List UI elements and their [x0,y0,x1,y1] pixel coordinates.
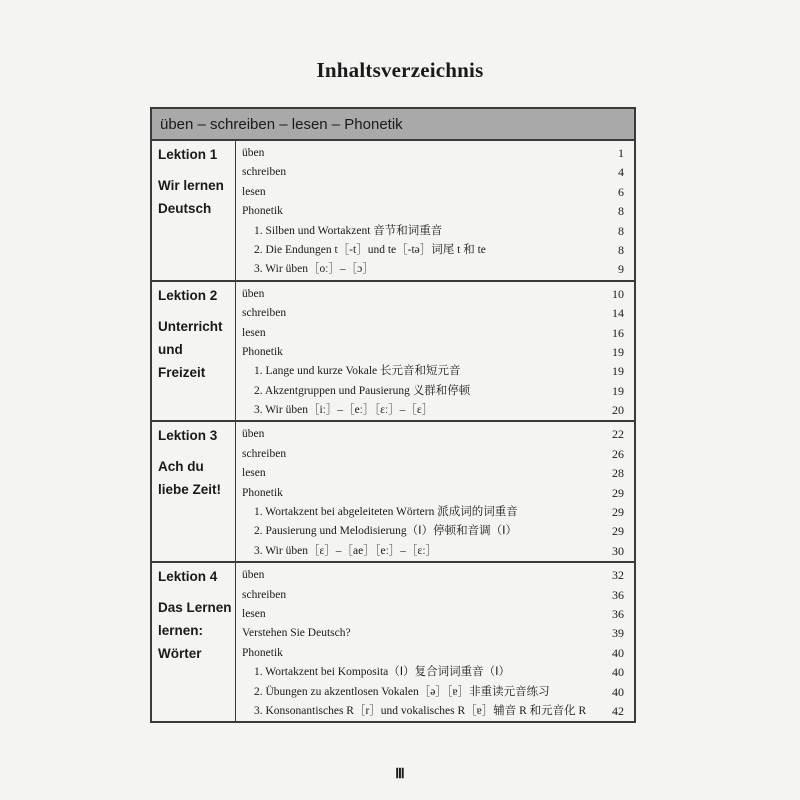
entry-page-number: 19 [612,364,624,379]
lesson-row [152,282,634,423]
lesson-title-line: Deutsch [158,201,212,216]
entry-text: Verstehen Sie Deutsch? [242,627,351,640]
entry-page-number: 1 [618,146,624,160]
entry-page-number: 8 [618,223,624,238]
entry-page-number: 22 [612,427,624,442]
entry-text: 3. Konsonantisches R［r］und vokalisches R［ɐ］辅音 R 和元音化 R [254,704,587,717]
entry-page-number: 19 [612,383,624,398]
entry-text: lesen [242,326,266,339]
lesson-title-line: lernen: [158,623,204,639]
lesson-number: Lektion 1 [158,147,218,162]
lesson-row [152,141,634,282]
lesson-list [152,141,634,721]
toc-entry[interactable] [236,702,634,721]
entry-text: lesen [242,607,266,620]
toc-entry[interactable] [236,663,634,682]
entry-text: 2. Pausierung und Melodisierung（Ⅰ）停顿和音调（Ⅰ） [254,525,517,538]
entry-text: 1. Wortakzent bei abgeleiteten Wörtern 派成词的词重音 [254,506,518,519]
entry-text: Phonetik [242,486,283,499]
entry-text: Phonetik [242,345,283,358]
entry-text: üben [242,428,265,441]
lesson-title-line: Wir lernen [158,178,224,193]
toc-entry[interactable] [236,503,634,522]
section-header: üben – schreiben – lesen – Phonetik [152,109,634,141]
toc-entry[interactable] [236,522,634,541]
toc-entry[interactable] [236,362,634,381]
entry-page-number: 29 [612,524,624,539]
entry-text: 2. Akzentgruppen und Pausierung 义群和停顿 [254,384,471,397]
lesson-title-line: Ach du [158,459,204,475]
toc-entry[interactable] [236,624,634,643]
toc-entry[interactable] [236,683,634,702]
entry-page-number: 42 [612,703,624,718]
lesson-label [152,563,236,721]
entry-text: 3. Wir üben［ɛ］–［ae］［eː］–［ɛː］ [254,544,438,557]
toc-entry[interactable] [236,464,634,483]
entry-text: Phonetik [242,646,283,659]
entry-page-number: 10 [612,286,624,301]
entry-text: schreiben [242,447,287,460]
toc-entry[interactable] [236,401,634,420]
lesson-entries [236,422,634,561]
entry-page-number: 8 [618,242,624,257]
entry-text: schreiben [242,307,287,320]
lesson-entries [236,141,634,280]
toc-entry[interactable] [236,445,634,464]
entry-page-number: 8 [618,204,624,219]
toc-entry[interactable] [236,605,634,624]
entry-text: 2. Übungen zu akzentlosen Vokalen［ə］［ɐ］非重读元音练习 [254,685,550,698]
lesson-title-line: und [158,341,183,357]
lesson-label [152,282,236,421]
toc-entry[interactable] [236,324,634,343]
entry-text: üben [242,287,265,300]
entry-page-number: 40 [612,665,624,680]
lesson-row [152,422,634,563]
lesson-entries [236,563,634,721]
toc-entry[interactable] [236,202,634,221]
entry-page-number: 6 [618,184,624,199]
entry-page-number: 32 [612,568,624,583]
toc-entry[interactable] [236,304,634,323]
lesson-entries [236,282,634,421]
toc-entry[interactable] [236,644,634,663]
entry-text: 1. Silben und Wortakzent 音节和词重音 [254,224,443,237]
entry-text: 1. Wortakzent bei Komposita（Ⅰ）复合词词重音（Ⅰ） [254,666,511,679]
lesson-label [152,422,236,561]
toc-entry[interactable] [236,241,634,260]
lesson-title [158,174,235,220]
entry-page-number: 40 [612,684,624,699]
lesson-number: Lektion 3 [158,428,218,444]
lesson-number: Lektion 2 [158,287,218,303]
entry-text: schreiben [242,166,287,179]
entry-text: schreiben [242,588,287,601]
toc-entry[interactable] [236,285,634,304]
entry-text: lesen [242,185,266,198]
entry-page-number: 19 [612,344,624,359]
entry-page-number: 14 [612,306,624,321]
entry-text: 3. Wir üben［oː］–［ɔ］ [254,263,374,276]
toc-entry[interactable] [236,586,634,605]
lesson-title-line: Unterricht [158,318,223,334]
entry-page-number: 29 [612,485,624,500]
entry-page-number: 36 [612,587,624,602]
toc-entry[interactable] [236,382,634,401]
entry-page-number: 28 [612,466,624,481]
entry-page-number: 16 [612,325,624,340]
entry-text: Phonetik [242,205,283,218]
entry-page-number: 36 [612,606,624,621]
entry-text: 2. Die Endungen t［-t］und te［-tə］词尾 t 和 te [254,243,486,256]
toc-entry[interactable] [236,343,634,362]
lesson-number: Lektion 4 [158,569,218,585]
lesson-title [158,596,235,665]
entry-text: üben [242,569,265,582]
entry-page-number: 39 [612,626,624,641]
lesson-title-line: liebe Zeit! [158,482,222,498]
lesson-row [152,563,634,721]
toc-entry[interactable] [236,222,634,241]
entry-text: 3. Wir üben［iː］–［eː］［ɛː］–［ɛ］ [254,404,434,417]
entry-page-number: 4 [618,165,624,180]
toc-entry[interactable] [236,484,634,503]
toc-entry[interactable] [236,566,634,585]
page-title: Inhaltsverzeichnis [316,58,484,82]
entry-page-number: 30 [612,543,624,558]
lesson-title [158,455,235,501]
lesson-title-line: Wörter [158,646,202,662]
entry-page-number: 9 [618,262,624,277]
entry-text: üben [242,147,265,159]
lesson-title-line: Freizeit [158,364,206,380]
entry-page-number: 40 [612,645,624,660]
toc-entry[interactable] [236,144,634,163]
entry-text: lesen [242,467,266,480]
toc-entry[interactable] [236,542,634,561]
entry-page-number: 29 [612,505,624,520]
lesson-title-line: Das Lernen [158,600,232,616]
toc-entry[interactable] [236,163,634,182]
page-number: Ⅲ [395,767,405,782]
toc-entry[interactable] [236,183,634,202]
lesson-label [152,141,236,280]
toc-entry[interactable] [236,260,634,279]
table-of-contents [150,107,636,723]
entry-text: 1. Lange und kurze Vokale 长元音和短元音 [254,365,461,378]
toc-entry[interactable] [236,425,634,444]
entry-page-number: 20 [612,403,624,418]
lesson-title [158,315,235,384]
entry-page-number: 26 [612,446,624,461]
